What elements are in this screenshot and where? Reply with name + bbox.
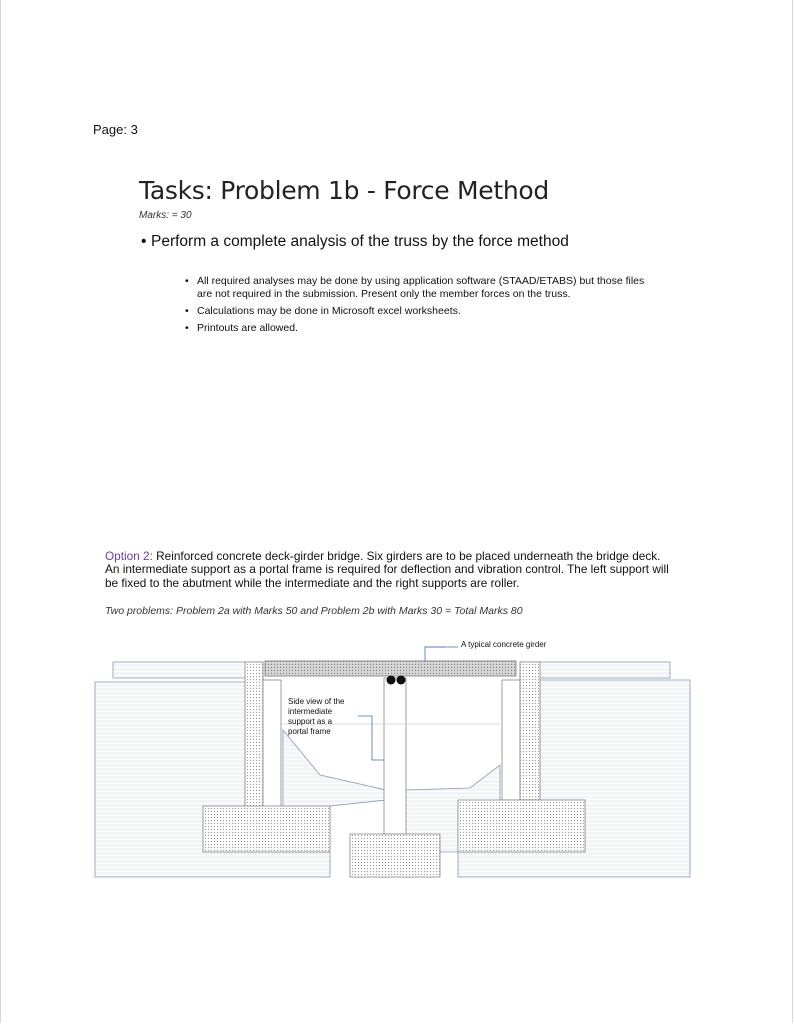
intermediate-pier-column bbox=[384, 678, 406, 834]
side-view-callout-leader bbox=[358, 716, 384, 760]
bullet-icon: • bbox=[141, 233, 147, 250]
sub-bullet-item: • Calculations may be done in Microsoft excel worksheets. bbox=[185, 305, 645, 318]
option-label: Option 2: bbox=[105, 549, 153, 563]
left-backwall bbox=[263, 680, 281, 807]
side-view-label-line: portal frame bbox=[288, 727, 331, 736]
right-abutment-wall bbox=[520, 662, 540, 800]
page-number: Page: 3 bbox=[93, 122, 138, 137]
girder-callout-label: A typical concrete girder bbox=[461, 640, 547, 649]
task-main-text: Perform a complete analysis of the truss by the force method bbox=[151, 233, 569, 250]
task-title: Tasks: Problem 1b - Force Method bbox=[139, 176, 549, 205]
task-marks: Marks: = 30 bbox=[139, 210, 192, 221]
problems-note: Two problems: Problem 2a with Marks 50 and Problem 2b with Marks 30 = Total Marks 80 bbox=[105, 605, 523, 617]
left-footing bbox=[203, 806, 330, 852]
left-approach-slab bbox=[113, 662, 263, 678]
bridge-deck bbox=[265, 661, 516, 676]
side-view-label-line: Side view of the bbox=[288, 697, 345, 706]
sub-bullet-item: • All required analyses may be done by using application software (STAAD/ETABS) but those files are not required in the submission. Present only the member forces on the truss. bbox=[185, 275, 645, 301]
option-text: Reinforced concrete deck-girder bridge. Six girders are to be placed underneath the bridge deck. An intermediate support as a portal frame is required for deflection and vibration control. The left support will be fixed to the abutment while the intermediate and the right supports are roller. bbox=[105, 549, 669, 590]
right-footing bbox=[458, 800, 585, 852]
roller-bearing-icon bbox=[397, 676, 406, 685]
task-sub-bullets bbox=[185, 275, 645, 339]
sub-bullet-item: • Printouts are allowed. bbox=[185, 322, 645, 335]
side-view-label-line: intermediate bbox=[288, 707, 333, 716]
right-approach-slab bbox=[520, 662, 670, 678]
intermediate-pier-footing bbox=[350, 834, 440, 877]
side-view-label-line: support as a bbox=[288, 717, 333, 726]
right-backwall bbox=[502, 680, 520, 800]
bridge-diagram bbox=[0, 620, 794, 890]
roller-bearing-icon bbox=[387, 676, 396, 685]
option-paragraph bbox=[105, 550, 675, 590]
task-main-bullet bbox=[141, 233, 569, 251]
girder-callout-leader bbox=[425, 647, 445, 661]
left-abutment-wall bbox=[245, 662, 263, 807]
